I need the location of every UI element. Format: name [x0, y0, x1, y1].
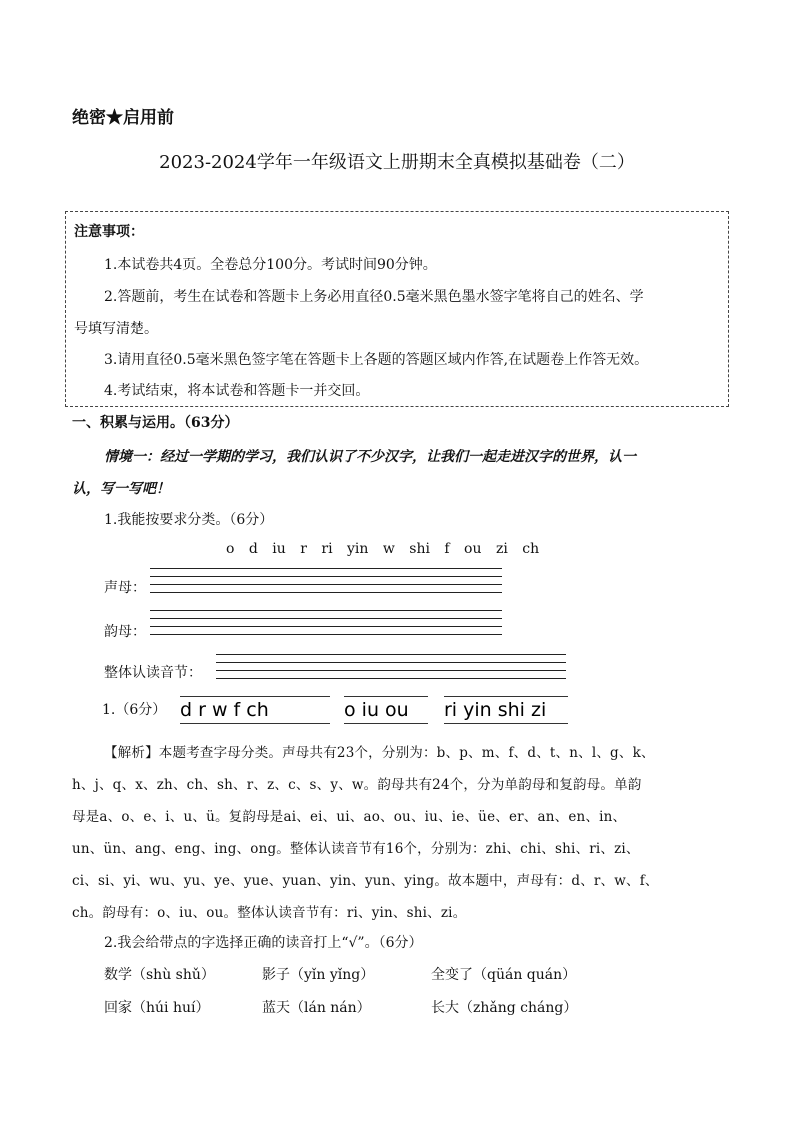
answer-yunmu: o iu ou — [344, 696, 428, 724]
question-1-prompt: 1.我能按要求分类。（6分） — [104, 512, 274, 528]
answer-shengmu: d r w f ch — [180, 696, 330, 724]
writing-lines-shengmu — [150, 568, 502, 600]
explanation-line: h、j、q、x、zh、ch、sh、r、z、c、s、y、w。韵母共有24个，分为单韵母和复韵母。单韵 — [72, 777, 642, 793]
explanation-line: ci、si、yi、wu、yu、ye、yue、yuan、yin、yun、ying。故本题中，声母有：d、r、w、f、 — [72, 873, 659, 889]
notice-line: 2.答题前，考生在试卷和答题卡上务必用直径0.5毫米黑色墨水签字笔将自己的姓名、学 — [104, 289, 644, 305]
label-zhengti: 整体认读音节： — [104, 665, 202, 681]
pinyin-choice: 全变了（qüán quán） — [431, 967, 577, 983]
pinyin-choice: 蓝天（lán nán） — [262, 1000, 371, 1016]
writing-lines-zhengti — [216, 654, 566, 686]
question-2-prompt: 2.我会给带点的字选择正确的读音打上“√”。（6分） — [104, 935, 423, 951]
explanation-line: ch。韵母有：o、iu、ou。整体认读音节有：ri、yin、shi、zi。 — [72, 905, 467, 921]
page-title: 2023-2024学年一年级语文上册期末全真模拟基础卷（二） — [159, 152, 635, 173]
pinyin-choice: 长大（zhǎng cháng） — [431, 1000, 578, 1016]
notice-line: 3.请用直径0.5毫米黑色签字笔在答题卡上各题的答题区域内作答,在试题卷上作答无效。 — [104, 352, 649, 368]
notice-line: 4.考试结束，将本试卷和答题卡一并交回。 — [104, 383, 370, 399]
answer-zhengti: ri yin shi zi — [444, 696, 568, 724]
notice-line: 1.本试卷共4页。全卷总分100分。考试时间90分钟。 — [104, 257, 437, 273]
section-title: 一、积累与运用。（63分） — [72, 415, 239, 431]
letters-list: o d iu r ri yin w shi f ou zi ch — [226, 541, 540, 557]
explanation-line: 母是a、o、e、i、u、ü。复韵母是ai、ei、ui、ao、ou、iu、ie、üe、er、an、en、in、 — [72, 809, 627, 825]
label-shengmu: 声母： — [104, 580, 146, 596]
notice-line: 号填写清楚。 — [74, 321, 158, 337]
pinyin-choice: 影子（yǐn yǐng） — [262, 967, 375, 983]
answer-label: 1.（6分） — [102, 702, 167, 718]
situation-text: 认，写一写吧！ — [72, 481, 170, 497]
explanation-line: un、ün、ang、eng、ing、ong。整体认读音节有16个，分别为：zhi、chi、shi、ri、zi、 — [72, 841, 640, 857]
confidential-label: 绝密★启用前 — [72, 108, 174, 128]
writing-lines-yunmu — [150, 610, 502, 642]
explanation-line: 【解析】本题考查字母分类。声母共有23个，分别为：b、p、m、f、d、t、n、l、g、k、 — [104, 745, 655, 761]
label-yunmu: 韵母： — [104, 624, 146, 640]
pinyin-choice: 数学（shù shǔ） — [104, 967, 215, 983]
situation-text: 情境一：经过一学期的学习，我们认识了不少汉字，让我们一起走进汉字的世界，认一 — [104, 449, 636, 465]
notice-box — [65, 211, 729, 407]
pinyin-choice: 回家（húi huí） — [104, 1000, 210, 1016]
notice-heading: 注意事项： — [74, 224, 144, 240]
